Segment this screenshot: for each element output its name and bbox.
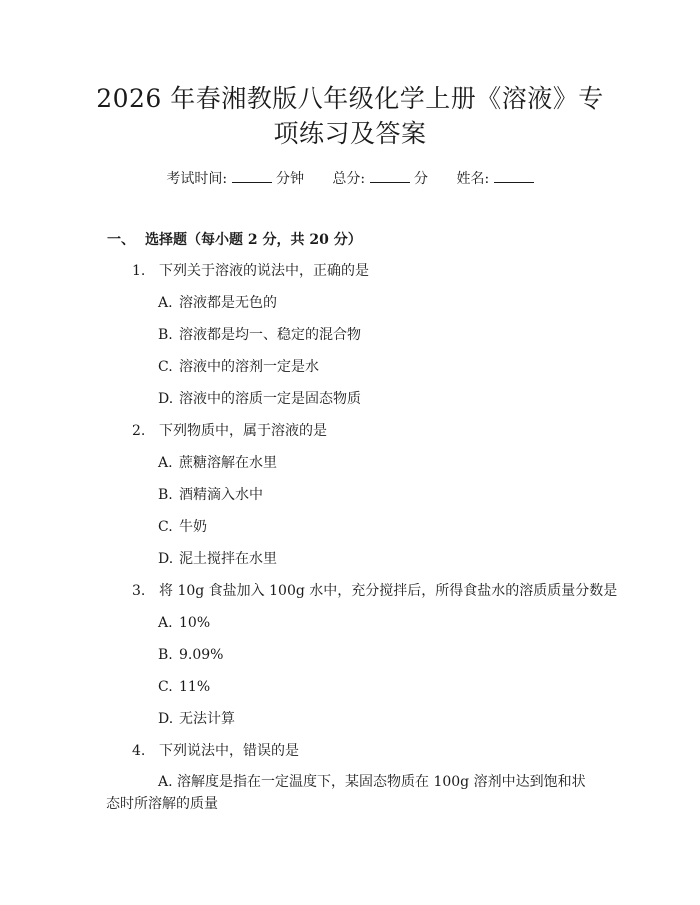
option-text: 酒精滴入水中: [179, 487, 263, 503]
option-text: 牛奶: [179, 519, 207, 535]
question-3: [132, 581, 617, 601]
question-text: 下列物质中，属于溶液的是: [159, 423, 327, 439]
option-letter: D.: [158, 711, 174, 727]
exam-time-blank: [232, 168, 272, 183]
total-score-label: 总分:: [332, 171, 366, 187]
option-letter: C.: [158, 359, 173, 375]
section-title: 选择题（每小题 2 分，共 20 分）: [145, 232, 362, 248]
question-text: 将 10g 食盐加入 100g 水中，充分搅拌后，所得食盐水的溶质质量分数是: [159, 583, 618, 599]
question-3-option-c: [158, 677, 210, 697]
option-letter: A.: [158, 774, 173, 790]
option-letter: A.: [158, 455, 173, 471]
document-title-line-2: 项练习及答案: [273, 119, 427, 148]
question-2-option-a: [158, 453, 277, 473]
question-2: [132, 421, 327, 441]
option-text: 11%: [179, 679, 211, 695]
question-4: [132, 741, 299, 761]
option-text: 溶液中的溶剂一定是水: [179, 359, 319, 375]
question-number: 3.: [132, 583, 146, 599]
option-letter: B.: [158, 647, 173, 663]
option-letter: D.: [158, 391, 174, 407]
option-letter: A.: [158, 615, 173, 631]
total-score-blank: [370, 168, 410, 183]
option-letter: C.: [158, 519, 173, 535]
option-letter: C.: [158, 679, 173, 695]
student-name-label: 姓名:: [456, 171, 490, 187]
question-1: [132, 261, 369, 281]
total-score-unit: 分: [414, 171, 429, 187]
option-text: 溶解度是指在一定温度下，某固态物质在 100g 溶剂中达到饱和状态时所溶解的质量: [106, 774, 586, 812]
option-text: 溶液都是无色的: [179, 295, 277, 311]
question-1-option-b: [158, 325, 361, 345]
question-4-option-a: [106, 771, 596, 815]
option-text: 无法计算: [179, 711, 235, 727]
option-text: 溶液中的溶质一定是固态物质: [179, 391, 361, 407]
question-2-option-b: [158, 485, 263, 505]
question-1-option-c: [158, 357, 319, 377]
question-3-option-b: [158, 645, 223, 665]
option-text: 蔗糖溶解在水里: [179, 455, 277, 471]
option-letter: D.: [158, 551, 174, 567]
option-text: 溶液都是均一、稳定的混合物: [179, 327, 361, 343]
option-letter: A.: [158, 295, 173, 311]
document-title-line-1: 2026 年春湘教版八年级化学上册《溶液》专: [96, 84, 604, 113]
option-letter: B.: [158, 487, 173, 503]
exam-time-field: [166, 168, 304, 189]
question-2-option-d: [158, 549, 277, 569]
option-text: 泥土搅拌在水里: [179, 551, 277, 567]
question-1-option-d: [158, 389, 361, 409]
section-heading: [107, 230, 362, 250]
student-name-blank: [494, 168, 534, 183]
total-score-field: [332, 168, 428, 189]
option-text: 9.09%: [179, 647, 224, 663]
question-1-option-a: [158, 293, 277, 313]
section-number: 一、: [107, 232, 135, 248]
question-number: 1.: [132, 263, 146, 279]
exam-time-unit: 分钟: [275, 171, 304, 187]
exam-time-label: 考试时间:: [166, 171, 228, 187]
question-text: 下列关于溶液的说法中，正确的是: [159, 263, 369, 279]
question-3-option-a: [158, 613, 210, 633]
question-number: 2.: [132, 423, 146, 439]
student-name-field: [456, 168, 533, 189]
question-3-option-d: [158, 709, 235, 729]
option-letter: B.: [158, 327, 173, 343]
question-number: 4.: [132, 743, 146, 759]
option-text: 10%: [179, 615, 211, 631]
question-2-option-c: [158, 517, 207, 537]
question-text: 下列说法中，错误的是: [159, 743, 299, 759]
exam-meta-line: [0, 168, 700, 189]
